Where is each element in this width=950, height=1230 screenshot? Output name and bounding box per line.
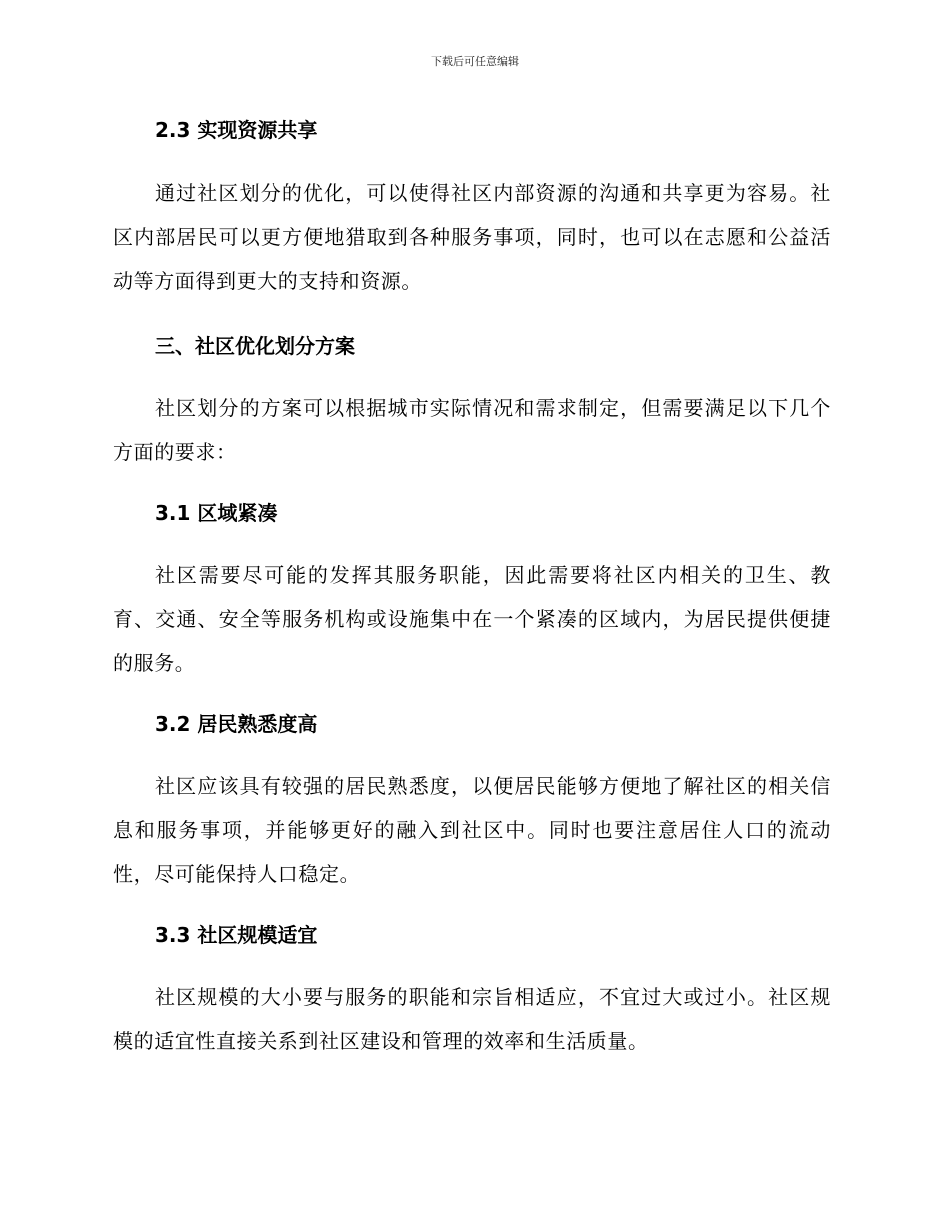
section-paragraph-3-3: 社区规模的大小要与服务的职能和宗旨相适应，不宜过大或过小。社区规模的适宜性直接关系到社区建设和管理的效率和生活质量。 [113,985,831,1053]
section-paragraph-3-1: 社区需要尽可能的发挥其服务职能，因此需要将社区内相关的卫生、教育、交通、安全等服务机构或设施集中在一个紧凑的区域内，为居民提供便捷的服务。 [113,563,831,675]
document-body [113,112,831,1063]
section-heading-3-2: 3.2 居民熟悉度高 [155,712,318,736]
section-paragraph-3-2: 社区应该具有较强的居民熟悉度，以便居民能够方便地了解社区的相关信息和服务事项，并能够更好的融入到社区中。同时也要注意居住人口的流动性，尽可能保持人口稳定。 [113,774,831,886]
section-paragraph-2-3: 通过社区划分的优化，可以使得社区内部资源的沟通和共享更为容易。社区内部居民可以更方便地猎取到各种服务事项，同时，也可以在志愿和公益活动等方面得到更大的支持和资源。 [113,181,831,293]
section-heading-3-1: 3.1 区域紧凑 [155,501,278,525]
section-heading-3: 三、社区优化划分方案 [155,334,355,358]
section-heading-2-3: 2.3 实现资源共享 [155,118,318,142]
section-paragraph-3: 社区划分的方案可以根据城市实际情况和需求制定，但需要满足以下几个方面的要求： [113,396,831,464]
section-heading-3-3: 3.3 社区规模适宜 [155,923,318,947]
page-header: 下载后可任意编辑 [431,55,519,68]
